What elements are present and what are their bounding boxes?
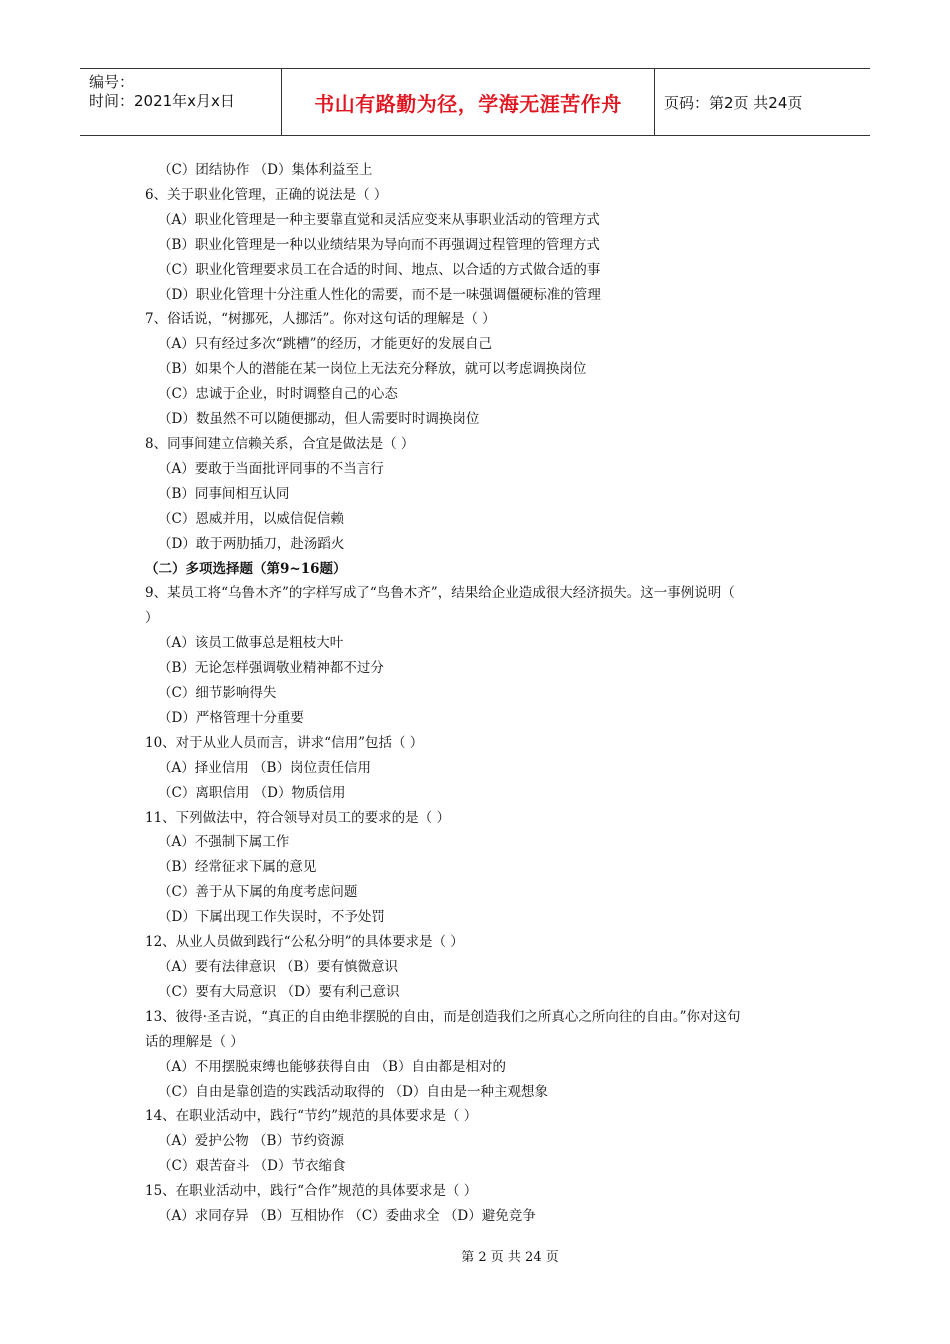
question-body xyxy=(145,158,815,1229)
serial-label: 编号： xyxy=(89,73,135,91)
answer-option: （C）要有大局意识 （D）要有利己意识 xyxy=(158,983,400,1000)
date-label: 时间：2021年x月x日 xyxy=(89,92,235,110)
answer-option: （D）职业化管理十分注重人性化的需要，而不是一味强调僵硬标准的管理 xyxy=(158,286,601,303)
answer-option: （A）要有法律意识 （B）要有慎微意识 xyxy=(158,959,398,975)
answer-option: （A）不用摆脱束缚也能够获得自由 （B）自由都是相对的 xyxy=(158,1058,506,1075)
header-motto: 书山有路勤为径，学海无涯苦作舟 xyxy=(282,69,655,135)
header-meta xyxy=(80,69,282,135)
answer-option: （B）职业化管理是一种以业绩结果为导向而不再强调过程管理的管理方式 xyxy=(158,236,600,253)
answer-option: （C）离职信用 （D）物质信用 xyxy=(158,784,346,801)
answer-option: （C）恩威并用，以威信促信赖 xyxy=(158,510,344,527)
answer-option: （C）细节影响得失 xyxy=(158,685,277,702)
question-text: 11、下列做法中，符合领导对员工的要求的是（ ） xyxy=(145,809,450,826)
answer-option: （D）严格管理十分重要 xyxy=(158,709,304,726)
answer-option: （D）敢于两肋插刀，赴汤蹈火 xyxy=(158,535,345,552)
answer-option: （C）善于从下属的角度考虑问题 xyxy=(158,884,358,901)
page-footer: 第 2 页 共 24 页 xyxy=(461,1250,559,1265)
answer-option: （D）数虽然不可以随便挪动，但人需要时时调换岗位 xyxy=(158,411,480,428)
question-text: 15、在职业活动中，践行“合作”规范的具体要求是（ ） xyxy=(145,1183,478,1200)
answer-option: （A）职业化管理是一种主要靠直觉和灵活应变来从事职业活动的管理方式 xyxy=(158,211,600,228)
answer-option: （A）求同存异 （B）互相协作 （C）委曲求全 （D）避免竞争 xyxy=(158,1208,536,1225)
answer-option: （C）团结协作 （D）集体利益至上 xyxy=(158,162,373,178)
question-text: 7、俗话说，“树挪死，人挪活”。你对这句话的理解是（ ） xyxy=(145,311,496,328)
section-heading: （二）多项选择题（第9~16题） xyxy=(145,560,347,577)
question-text: 9、某员工将“乌鲁木齐”的字样写成了“鸟鲁木齐”，结果给企业造成很大经济损失。这一事例说明（ xyxy=(145,585,735,602)
answer-option: （A）择业信用 （B）岗位责任信用 xyxy=(158,759,371,776)
answer-option: （A）该员工做事总是粗枝大叶 xyxy=(158,635,344,652)
answer-option: （B）经常征求下属的意见 xyxy=(158,859,317,876)
header-page-code: 页码：第2页 共24页 xyxy=(664,93,803,112)
question-text: 13、彼得·圣吉说，“真正的自由绝非摆脱的自由，而是创造我们之所真心之所向往的自由。”你对这句 xyxy=(145,1008,741,1025)
answer-option: （C）艰苦奋斗 （D）节衣缩食 xyxy=(158,1158,346,1175)
question-text: 话的理解是（ ） xyxy=(145,1033,244,1050)
answer-option: （A）要敢于当面批评同事的不当言行 xyxy=(158,460,384,477)
question-text: 8、同事间建立信赖关系，合宜是做法是（ ） xyxy=(145,435,415,452)
answer-option: （B）如果个人的潜能在某一岗位上无法充分释放，就可以考虑调换岗位 xyxy=(158,361,587,378)
answer-option: （C）自由是靠创造的实践活动取得的 （D）自由是一种主观想象 xyxy=(158,1083,548,1100)
question-text: ） xyxy=(145,610,159,627)
page-header xyxy=(80,68,870,136)
question-text: 10、对于从业人员而言，讲求“信用”包括（ ） xyxy=(145,734,424,751)
answer-option: （B）同事间相互认同 xyxy=(158,485,290,502)
answer-option: （C）职业化管理要求员工在合适的时间、地点、以合适的方式做合适的事 xyxy=(158,261,601,278)
question-text: 12、从业人员做到践行“公私分明”的具体要求是（ ） xyxy=(145,934,464,951)
answer-option: （C）忠诚于企业，时时调整自己的心态 xyxy=(158,386,398,403)
answer-option: （D）下属出现工作失误时，不予处罚 xyxy=(158,909,385,926)
question-text: 14、在职业活动中，践行“节约”规范的具体要求是（ ） xyxy=(145,1108,478,1125)
answer-option: （A）爱护公物 （B）节约资源 xyxy=(158,1133,344,1150)
question-text: 6、关于职业化管理，正确的说法是（ ） xyxy=(145,186,388,203)
answer-option: （A）不强制下属工作 xyxy=(158,834,290,851)
answer-option: （B）无论怎样强调敬业精神都不过分 xyxy=(158,660,384,677)
answer-option: （A）只有经过多次“跳槽”的经历，才能更好的发展自己 xyxy=(158,336,493,353)
